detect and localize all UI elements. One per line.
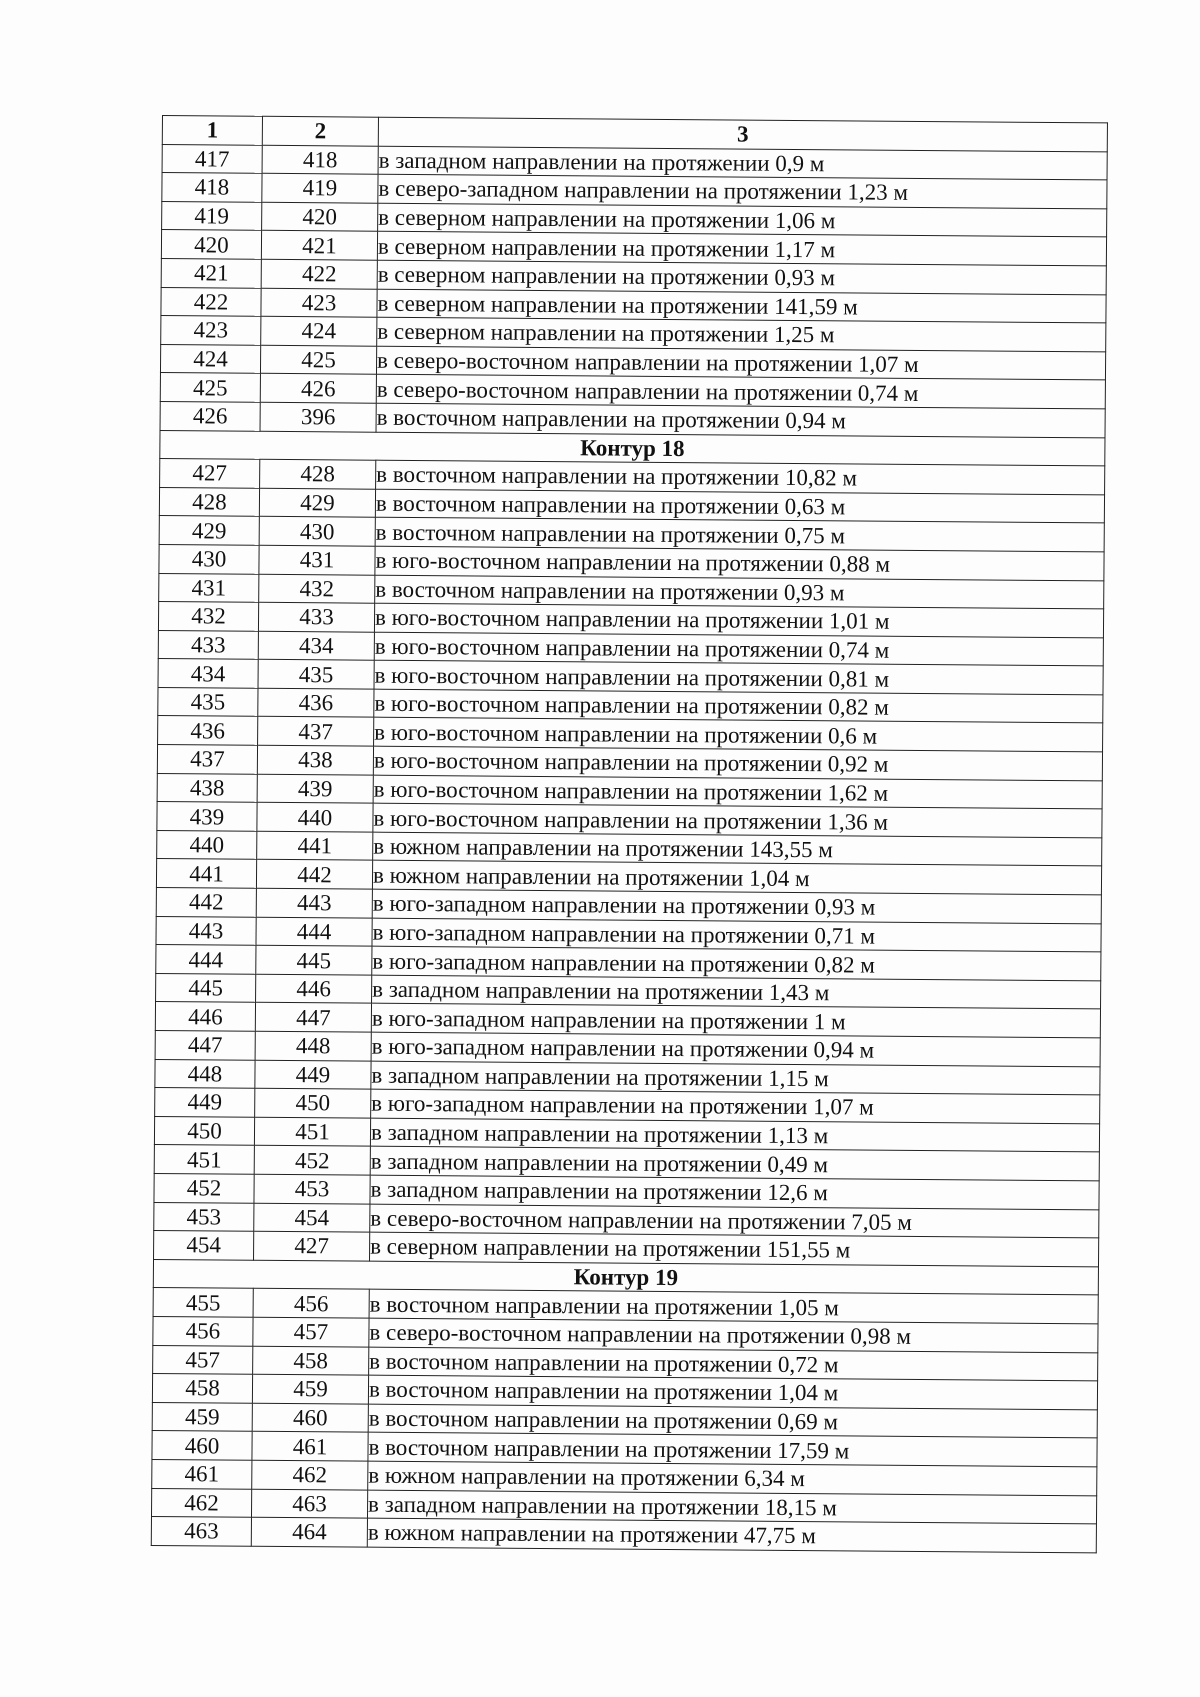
point-to-cell: 419 [262,173,378,203]
point-from-cell: 430 [159,544,259,573]
direction-description-cell: в западном направлении на протяжении 1,13 м [370,1118,1099,1152]
direction-description-cell: в юго-восточном направлении на протяжении 0,88 м [375,546,1104,580]
point-from-cell: 426 [160,401,260,430]
point-from-cell: 432 [158,602,258,631]
point-from-cell: 451 [154,1145,254,1174]
point-to-cell: 449 [255,1060,371,1090]
point-to-cell: 442 [256,860,372,890]
point-to-cell: 462 [252,1460,368,1490]
point-to-cell: 452 [254,1146,370,1176]
point-to-cell: 436 [258,688,374,718]
point-from-cell: 427 [160,459,260,488]
point-from-cell: 455 [153,1288,253,1317]
direction-description-cell: в северо-восточном направлении на протяжении 0,98 м [369,1318,1098,1352]
point-to-cell: 433 [258,602,374,632]
point-to-cell: 420 [262,202,378,232]
point-to-cell: 446 [256,974,372,1004]
direction-description-cell: в восточном направлении на протяжении 0,69 м [368,1404,1097,1438]
direction-description-cell: в северо-восточном направлении на протяжении 1,07 м [376,346,1105,380]
point-to-cell: 435 [258,660,374,690]
table-row [151,1517,1096,1553]
point-from-cell: 440 [157,830,257,859]
section-title: Контур 19 [153,1259,1098,1295]
direction-description-cell: в восточном направлении на протяжении 1,05 м [369,1290,1098,1324]
direction-description-cell: в восточном направлении на протяжении 0,63 м [375,489,1104,523]
direction-description-cell: в южном направлении на протяжении 1,04 м [372,861,1101,895]
direction-description-cell: в западном направлении на протяжении 12,6 м [370,1175,1099,1209]
point-from-cell: 453 [154,1202,254,1231]
point-from-cell: 463 [151,1517,251,1546]
direction-description-cell: в юго-западном направлении на протяжении 0,71 м [372,918,1101,952]
point-to-cell: 421 [261,231,377,261]
table-body [151,144,1107,1552]
point-from-cell: 444 [156,945,256,974]
point-to-cell: 423 [261,288,377,318]
point-to-cell: 431 [259,545,375,575]
point-to-cell: 456 [253,1289,369,1319]
point-from-cell: 460 [152,1431,252,1460]
direction-description-cell: в юго-западном направлении на протяжении 1 м [371,1004,1100,1038]
direction-description-cell: в восточном направлении на протяжении 0,93 м [375,575,1104,609]
point-from-cell: 457 [153,1345,253,1374]
direction-description-cell: в северном направлении на протяжении 1,25 м [377,317,1106,351]
point-to-cell: 427 [254,1231,370,1261]
point-from-cell: 454 [154,1231,254,1260]
boundary-table [151,115,1108,1553]
point-from-cell: 441 [156,859,256,888]
point-to-cell: 428 [260,459,376,489]
point-from-cell: 425 [160,373,260,402]
direction-description-cell: в северном направлении на протяжении 1,06 м [378,203,1107,237]
point-to-cell: 454 [254,1203,370,1233]
point-to-cell: 424 [261,316,377,346]
point-to-cell: 437 [258,717,374,747]
direction-description-cell: в западном направлении на протяжении 1,15 м [371,1061,1100,1095]
point-to-cell: 444 [256,917,372,947]
point-from-cell: 436 [158,716,258,745]
point-from-cell: 459 [152,1402,252,1431]
direction-description-cell: в южном направлении на протяжении 143,55 м [373,832,1102,866]
direction-description-cell: в юго-западном направлении на протяжении 0,82 м [372,946,1101,980]
point-to-cell: 461 [252,1432,368,1462]
direction-description-cell: в восточном направлении на протяжении 0,72 м [369,1347,1098,1381]
direction-description-cell: в северо-восточном направлении на протяжении 0,74 м [376,375,1105,409]
point-to-cell: 459 [252,1374,368,1404]
point-from-cell: 461 [152,1459,252,1488]
point-to-cell: 418 [262,145,378,175]
point-from-cell: 424 [160,344,260,373]
direction-description-cell: в северном направлении на протяжении 1,17 м [377,232,1106,266]
direction-description-cell: в восточном направлении на протяжении 1,04 м [368,1375,1097,1409]
point-to-cell: 425 [260,345,376,375]
point-to-cell: 447 [255,1003,371,1033]
point-to-cell: 445 [256,945,372,975]
point-from-cell: 446 [155,1002,255,1031]
point-from-cell: 421 [161,258,261,287]
point-from-cell: 443 [156,916,256,945]
point-from-cell: 456 [153,1316,253,1345]
point-from-cell: 438 [157,773,257,802]
point-from-cell: 450 [154,1116,254,1145]
section-title: Контур 18 [160,430,1105,466]
point-to-cell: 464 [251,1517,367,1547]
column-header-3: 3 [378,117,1107,151]
point-from-cell: 447 [155,1030,255,1059]
point-from-cell: 458 [152,1374,252,1403]
point-from-cell: 449 [155,1088,255,1117]
point-from-cell: 418 [162,173,262,202]
direction-description-cell: в юго-восточном направлении на протяжении 0,74 м [374,632,1103,666]
point-to-cell: 441 [257,831,373,861]
column-header-1: 1 [162,116,262,145]
point-to-cell: 426 [260,374,376,404]
direction-description-cell: в юго-восточном направлении на протяжении 0,81 м [374,660,1103,694]
point-from-cell: 433 [158,630,258,659]
direction-description-cell: в северо-западном направлении на протяжении 1,23 м [378,174,1107,208]
direction-description-cell: в юго-восточном направлении на протяжении 1,01 м [374,603,1103,637]
point-to-cell: 448 [255,1031,371,1061]
column-header-2: 2 [262,116,378,146]
point-to-cell: 439 [257,774,373,804]
point-from-cell: 462 [151,1488,251,1517]
point-to-cell: 429 [259,488,375,518]
point-from-cell: 445 [156,973,256,1002]
point-to-cell: 438 [257,745,373,775]
point-from-cell: 437 [157,745,257,774]
direction-description-cell: в северо-восточном направлении на протяжении 7,05 м [370,1204,1099,1238]
point-to-cell: 434 [258,631,374,661]
direction-description-cell: в западном направлении на протяжении 0,49 м [370,1147,1099,1181]
point-to-cell: 453 [254,1174,370,1204]
point-from-cell: 428 [159,487,259,516]
direction-description-cell: в западном направлении на протяжении 18,15 м [367,1490,1096,1524]
point-from-cell: 422 [161,287,261,316]
direction-description-cell: в юго-восточном направлении на протяжении 0,92 м [373,746,1102,780]
point-from-cell: 452 [154,1173,254,1202]
point-to-cell: 457 [253,1317,369,1347]
point-from-cell: 439 [157,802,257,831]
direction-description-cell: в восточном направлении на протяжении 17,59 м [368,1432,1097,1466]
direction-description-cell: в юго-западном направлении на протяжении 0,93 м [372,889,1101,923]
direction-description-cell: в западном направлении на протяжении 0,9 м [378,146,1107,180]
direction-description-cell: в юго-восточном направлении на протяжении 1,62 м [373,775,1102,809]
point-to-cell: 443 [256,888,372,918]
direction-description-cell: в юго-восточном направлении на протяжении 0,82 м [374,689,1103,723]
direction-description-cell: в южном направлении на протяжении 6,34 м [368,1461,1097,1495]
direction-description-cell: в юго-восточном направлении на протяжении 0,6 м [374,718,1103,752]
point-from-cell: 420 [161,230,261,259]
point-to-cell: 396 [260,402,376,432]
point-to-cell: 430 [259,517,375,547]
point-to-cell: 458 [253,1346,369,1376]
direction-description-cell: в юго-западном направлении на протяжении 1,07 м [371,1089,1100,1123]
direction-description-cell: в восточном направлении на протяжении 10,82 м [376,460,1105,494]
point-from-cell: 442 [156,888,256,917]
point-from-cell: 429 [159,516,259,545]
point-to-cell: 460 [252,1403,368,1433]
direction-description-cell: в северном направлении на протяжении 141,59 м [377,289,1106,323]
point-to-cell: 451 [254,1117,370,1147]
direction-description-cell: в восточном направлении на протяжении 0,75 м [375,518,1104,552]
point-from-cell: 419 [162,201,262,230]
point-from-cell: 434 [158,659,258,688]
direction-description-cell: в юго-западном направлении на протяжении 0,94 м [371,1032,1100,1066]
direction-description-cell: в восточном направлении на протяжении 0,94 м [376,403,1105,437]
point-to-cell: 463 [251,1489,367,1519]
point-from-cell: 431 [159,573,259,602]
point-to-cell: 440 [257,803,373,833]
direction-description-cell: в юго-восточном направлении на протяжении 1,36 м [373,803,1102,837]
direction-description-cell: в северном направлении на протяжении 0,93 м [377,260,1106,294]
point-to-cell: 432 [259,574,375,604]
point-to-cell: 422 [261,259,377,289]
point-from-cell: 423 [161,316,261,345]
point-from-cell: 417 [162,144,262,173]
point-from-cell: 435 [158,687,258,716]
direction-description-cell: в южном направлении на протяжении 47,75 м [367,1518,1096,1552]
point-to-cell: 450 [255,1088,371,1118]
point-from-cell: 448 [155,1059,255,1088]
direction-description-cell: в северном направлении на протяжении 151,55 м [370,1232,1099,1266]
direction-description-cell: в западном направлении на протяжении 1,43 м [372,975,1101,1009]
